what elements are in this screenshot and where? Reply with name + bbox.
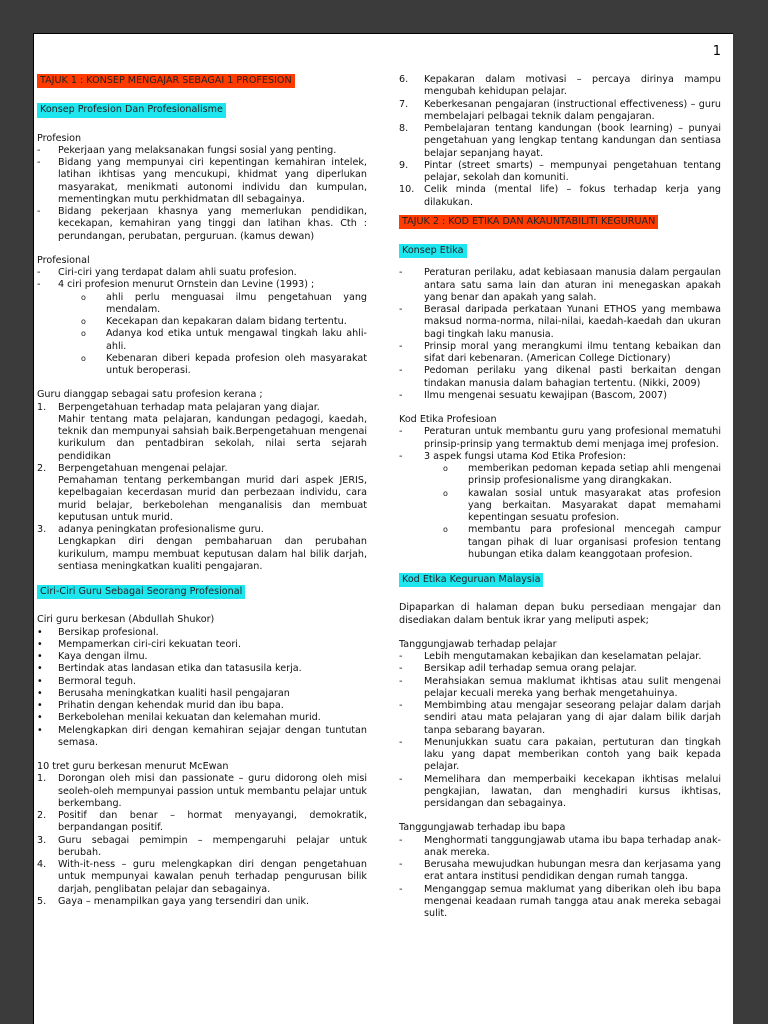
kod-etika-malaysia-heading: Kod Etika Keguruan Malaysia <box>399 573 543 587</box>
sub-item: o memberikan pedoman kepada setiap ahli mengenai prinsip profesionalisme yang dirangkakan. <box>443 463 721 487</box>
right-column <box>399 74 721 920</box>
list-item: - 3 aspek fungsi utama Kod Etika Profesion: <box>399 450 626 462</box>
ibubapa-label: Tanggungjawab terhadap ibu bapa <box>399 822 566 834</box>
bullet-item: • Melengkapkan diri dengan kemahiran sejajar dengan tuntutan semasa. <box>37 724 367 748</box>
profesional-label: Profesional <box>37 254 90 266</box>
item-body: Lengkapkan diri dengan pembaharuan dan perubahan kurikulum, mampu membuat keputusan dalam hal bilik darjah, sentiasa meningkatkan kualiti pengajaran. <box>58 536 367 572</box>
list-item: - Ilmu mengenai sesuatu kewajipan (Bascom, 2007) <box>399 389 667 401</box>
pelajar-label: Tanggungjawab terhadap pelajar <box>399 638 557 650</box>
tajuk1-heading: TAJUK 1 : KONSEP MENGAJAR SEBAGAI 1 PROFESION <box>37 74 295 88</box>
list-item: - Pedoman perilaku yang dikenal pasti berkaitan dengan tindakan manusia dalam bahagian tertentu. (Nikki, 2009) <box>399 365 721 389</box>
numbered-item: 7. Keberkesanan pengajaran (instructional effectiveness) – guru membelajari pelbagai teknik dalam pengajaran. <box>399 98 721 122</box>
item-body: Mahir tentang mata pelajaran, kandungan pedagogi, kaedah, teknik dan mempunyai sahsiah baik.Berpengetahuan mengenai kurikulum dan pentadbiran sekolah, nilai serta sejarah pendidikan <box>58 413 367 462</box>
list-item: - 4 ciri profesion menurut Ornstein dan Levine (1993) ; <box>37 279 315 291</box>
numbered-item: 8. Pembelajaran tentang kandungan (book learning) – punyai pengetahuan yang lengkap tentang kandungan dan sentiasa belajar sepanjang hayat. <box>399 123 721 159</box>
numbered-item: 9. Pintar (street smarts) – mempunyai pengetahuan tentang pelajar, sekolah dan komuniti. <box>399 159 721 183</box>
sub-item: o Kebenaran diberi kepada profesion oleh masyarakat untuk beroperasi. <box>81 352 367 376</box>
list-item: - Ciri-ciri yang terdapat dalam ahli suatu profesion. <box>37 267 297 278</box>
list-item: - Menghormati tanggungjawab utama ibu bapa terhadap anak-anak mereka. <box>399 834 721 858</box>
tajuk2-heading: TAJUK 2 : KOD ETIKA DAN AKAUNTABILITI KEGURUAN <box>399 215 658 229</box>
bullet-item: • Bermoral teguh. <box>37 675 136 687</box>
sub-item: o Kecekapan dan kepakaran dalam bidang tertentu. <box>81 316 347 327</box>
numbered-item: 3. Guru sebagai pemimpin – mempengaruhi pelajar untuk berubah. <box>37 834 367 858</box>
bullet-item: • Prihatin dengan kehendak murid dan ibu bapa. <box>37 700 284 711</box>
document-page <box>33 33 733 1024</box>
list-item: - Menganggap semua maklumat yang diberikan oleh ibu bapa mengenai keadaan rumah tangga atau anak mereka sebagai sulit. <box>399 883 721 919</box>
list-item: - Menunjukkan suatu cara pakaian, pertuturan dan tingkah laku yang dapat memberikan contoh yang baik kepada pelajar. <box>399 736 721 773</box>
numbered-item: 2. Berpengetahuan mengenai pelajar. <box>37 462 228 474</box>
list-item: - Peraturan perilaku, adat kebiasaan manusia dalam pergaulan antara satu sama lain dan aturan ini menegaskan apakah yang benar dan apakah yang salah. <box>399 267 721 303</box>
bullet-item: • Kaya dengan ilmu. <box>37 651 148 662</box>
list-item: - Peraturan untuk membantu guru yang profesional mematuhi prinsip-prinsip yang termaktub demi menjaga imej profesion. <box>399 426 721 450</box>
ciri-guru-heading: Ciri-Ciri Guru Sebagai Seorang Profesional <box>37 585 245 599</box>
sub-item: o ahli perlu menguasai ilmu pengetahuan yang mendalam. <box>81 291 367 315</box>
profesion-label: Profesion <box>37 132 82 144</box>
sub-item: o Adanya kod etika untuk mengawal tingkah laku ahli-ahli. <box>81 328 367 352</box>
list-item: - Pekerjaan yang melaksanakan fungsi sosial yang penting. <box>37 144 337 156</box>
list-item: - Prinsip moral yang merangkumi ilmu tentang kebaikan dan sifat dari kebenaran. (American College Dictionary) <box>399 340 721 364</box>
numbered-item: 3. adanya peningkatan profesionalisme guru. <box>37 524 264 535</box>
list-item: - Membimbing atau mengajar seseorang pelajar dalam darjah sendiri atau mata pelajaran yang di ajar dalam bilik darjah tanpa sebarang bayaran. <box>399 700 721 736</box>
page-number: 1 <box>712 44 721 59</box>
tret-intro: 10 tret guru berkesan menurut McEwan <box>37 761 229 772</box>
guru-intro: Guru dianggap sebagai satu profesion kerana ; <box>37 389 263 401</box>
list-item: - Berusaha mewujudkan hubungan mesra dan kerjasama yang erat antara institusi pendidikan dengan rumah tangga. <box>399 859 721 883</box>
bullet-item: • Bertindak atas landasan etika dan tatasusila kerja. <box>37 663 302 675</box>
numbered-item: 6. Kepakaran dalam motivasi – percaya dirinya mampu mengubah kehidupan pelajar. <box>399 74 721 98</box>
bullet-item: • Bersikap profesional. <box>37 626 159 638</box>
list-item: - Bersikap adil terhadap semua orang pelajar. <box>399 663 637 675</box>
numbered-item: 10. Celik minda (mental life) – fokus terhadap kerja yang dilakukan. <box>399 184 721 208</box>
list-item: - Bidang pekerjaan khasnya yang memerlukan pendidikan, kecekapan, kemahiran yang tinggi dan latihan khas. Cth : perundangan, perubatan, perguruan. (kamus dewan) <box>37 206 367 242</box>
left-column <box>37 74 367 908</box>
konsep-profesion-heading: Konsep Profesion Dan Profesionalisme <box>37 103 226 117</box>
numbered-item: 5. Gaya – menampilkan gaya yang tersendiri dan unik. <box>37 895 310 907</box>
ciri-intro: Ciri guru berkesan (Abdullah Shukor) <box>37 614 215 626</box>
list-item: - Merahsiakan semua maklumat ikhtisas atau sulit mengenai pelajar kecuali mereka yang berhak mengetahuinya. <box>399 675 721 699</box>
bullet-item: • Berusaha meningkatkan kualiti hasil pengajaran <box>37 687 290 699</box>
bullet-item: • Mempamerkan ciri-ciri kekuatan teori. <box>37 638 241 650</box>
bullet-item: • Berkebolehan menilai kekuatan dan kelemahan murid. <box>37 712 321 724</box>
sub-item: o membantu para profesional mencegah campur tangan pihak di luar organisasi profesion tentang hubungan etika dalam keanggotaan profesion. <box>443 524 721 560</box>
dipaparkan-paragraph: Dipaparkan di halaman depan buku persediaan mengajar dan disediakan dalam bentuk ikrar yang meliputi aspek; <box>399 602 721 626</box>
numbered-item: 1. Berpengetahuan terhadap mata pelajaran yang diajar. <box>37 401 320 413</box>
kod-etika-profesion-label: Kod Etika Profesioan <box>399 414 497 425</box>
numbered-item: 1. Dorongan oleh misi dan passionate – guru didorong oleh misi seoleh-oleh mempunyai passion untuk membantu pelajar untuk berkembang. <box>37 773 367 809</box>
numbered-item: 4. With-it-ness – guru melengkapkan diri dengan pengetahuan untuk mempunyai kawalan penuh terhadap pengurusan bilik darjah, penglibatan pelajar dan sebagainya. <box>37 859 367 895</box>
item-body: Pemahaman tentang perkembangan murid dari aspek JERIS, kepelbagaian kecerdasan murid dan perbezaan individu, cara murid belajar, berkebolehan menganalisis dan membuat keputusan untuk murid. <box>58 475 367 523</box>
list-item: - Memelihara dan memperbaiki kecekapan ikhtisas melalui pengkajian, lawatan, dan menghadiri kursus ikhtisas, persidangan dan sebagainya. <box>399 773 721 809</box>
list-item: - Berasal daripada perkataan Yunani ETHOS yang membawa maksud norma-norma, nilai-nilai, kaedah-kaedah dan ukuran bagi tingkah laku manusia. <box>399 304 721 340</box>
list-item: - Bidang yang mempunyai ciri kepentingan kemahiran intelek, latihan ikhtisas yang mencukupi, khidmat yang diperlukan masyarakat, menikmati autonomi individu dan kumpulan, mementingkan mutu perkhidmatan dll sebagainya. <box>37 157 367 205</box>
list-item: - Lebih mengutamakan kebajikan dan keselamatan pelajar. <box>399 651 702 662</box>
numbered-item: 2. Positif dan benar – hormat menyayangi, demokratik, berpandangan positif. <box>37 810 367 834</box>
sub-item: o kawalan sosial untuk masyarakat atas profesion yang berkaitan. Masyarakat dapat memahami kepentingan sesuatu profesion. <box>443 487 721 523</box>
konsep-etika-heading: Konsep Etika <box>399 244 467 258</box>
